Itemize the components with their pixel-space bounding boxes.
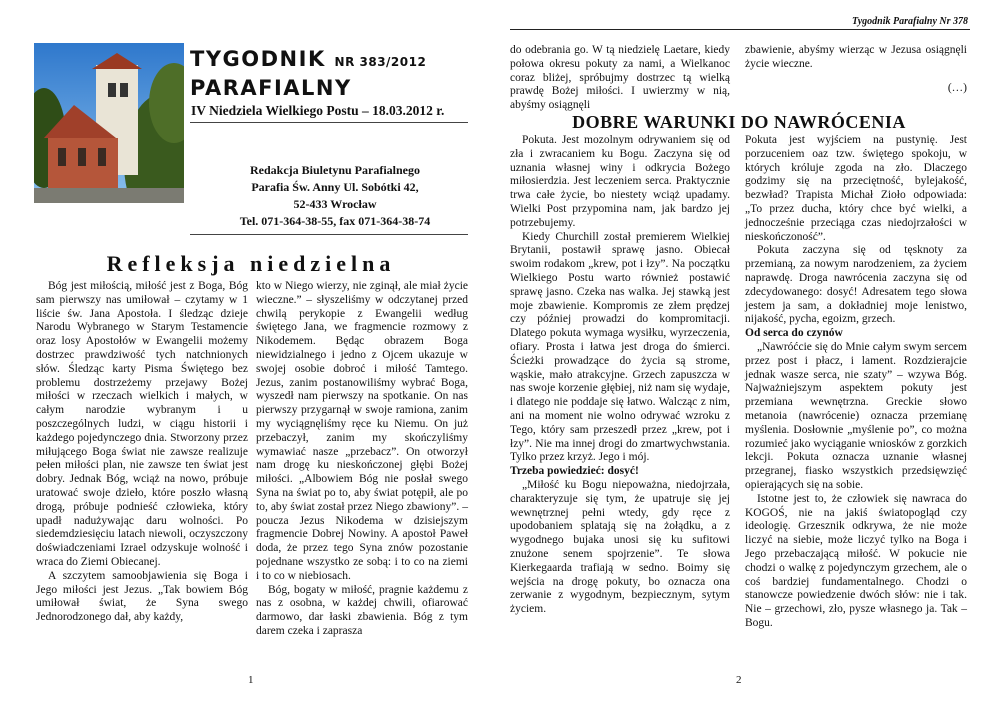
- title-line-2: PARAFIALNY: [190, 76, 352, 100]
- paragraph: Pokuta zaczyna się od tęsknoty za przemianą, za nowym narodzeniem, za życiem naprawdę. Droga nawrócenia zaczyna się od zdecydowanego: dosyć! Adresatem tego słowa jestem ja sam, a dokładniej moje lenistwo, nijakość, pycha, egoizm, grzech.: [745, 244, 967, 326]
- address-rule: [190, 234, 468, 235]
- paragraph: Istotne jest to, że człowiek się nawraca do KOGOŚ, nie na jakiś światopogląd czy ideologię. Grzesznik odkrywa, że nie może liczyć na siebie, może liczyć tylko na Boga i Jego przebaczającą miłość. W pokucie nie chodzi o walkę z pojedynczym grzechem, ale o coś bardziej fundamentalnego. Chodzi o stanowcze powiedzenie dwóch słów: nie i tak. Nie – grzechowi, zło, pysze własnego ja. Tak – Bogu.: [745, 492, 967, 629]
- article-title-nawrocenie: DOBRE WARUNKI DO NAWRÓCENIA: [572, 112, 906, 132]
- subheading: Trzeba powiedzieć: dosyć!: [510, 465, 639, 478]
- refleksja-column-1: [36, 280, 248, 625]
- ellipsis: (…): [947, 81, 967, 94]
- paragraph: Bóg, bogaty w miłość, pragnie każdemu z nas z osobna, w każdej chwili, ofiarować darmowo, dar łaski zbawienia. Bóg z tym darem czeka i zaprasza: [256, 583, 468, 637]
- subheading: Od serca do czynów: [745, 327, 843, 340]
- nawrocenie-column-2: [745, 134, 967, 631]
- paragraph: kto w Niego wierzy, nie zginął, ale miał życie wieczne.” – słyszeliśmy w odczytanej przed chwilą perykopie z Ewangelii według świętego Jana, we fragmencie rozmowy z Nikodemem. Będąc obrazem Boga niewidzialnego i jedno z Ojcem ukazuje w swojej osobie dobroć i miłość Tamtego. Jezus, zanim postanowiliśmy wybrać Boga, wyszedł nam pierwszy na spotkanie. On nas pierwszy przygarnął w swoje ramiona, zanim my wyciągnęliśmy ręce ku Niemu. On już przebaczył, zanim my skończyliśmy wymawiać nasze „przebacz”. On otworzył nam drogę ku nieskończonej głębi Bożej miłości. „Albowiem Bóg nie posłał swego Syna na świat po to, aby świat potępił, ale po to, aby świat został przez Niego zbawiony”. – poucza Jezus Nikodema w dzisiejszym fragmencie Dobrej Nowiny. A apostoł Paweł doda, że przez tego Syna znów pozostanie pojednane wszystko ze sobą: i to co na ziemi i to co w niebiosach.: [256, 280, 468, 582]
- address-line: Redakcja Biuletynu Parafialnego: [250, 163, 420, 177]
- issue-number: NR 383/2012: [334, 55, 427, 69]
- refleksja-continuation-2: [745, 44, 967, 95]
- paragraph: do odebrania go. W tą niedzielę Laetare, kiedy połowa okresu pokuty za nami, a Wielkanoc coraz bliżej, spróbujmy dostrzec tą wielką prawdę Bożej miłości. I uwierzmy w nią, abyśmy osiągnęli: [510, 44, 730, 112]
- editorial-address: [205, 162, 465, 230]
- address-line: Parafia Św. Anny Ul. Sobótki 42,: [251, 180, 419, 194]
- church-illustration: [34, 43, 184, 203]
- paragraph: Pokuta jest wyjściem na pustynię. Jest porzuceniem oaz tzw. świętego spokoju, w których króluje zgoda na zło. Dlaczego godzimy się na przeciętność, bylejakość, bezwład? Trapista Michał Zioło odpowiada: „To przez ducha, który chce być wielki, a jednocześnie przeciąga czas niedojrzałości w nieskończoność”.: [745, 134, 967, 243]
- paragraph: Bóg jest miłością, miłość jest z Boga, Bóg sam pierwszy nas umiłował – czytamy w 1 liście św. Jana Apostoła. I śledząc dzieje Narodu Wybranego w Starym Testamencie oraz losy Apostołów w Ewangelii możemy dostrzec prawdziwość tych natchnionych słów. Śledząc karty Pisma Świętego bez problemu dostrzeżemy przejawy Bożej miłości w rzeczach wielkich i małych, w całym narodzie wybranym i u poszczególnych ludzi, w ciągu historii i każdego pojedynczego dnia. Stworzony przez miłującego Boga świat nie zawsze realizuje pełen miłości plan, nie zawsze ten świat jest dobry. Jednak Bóg, wciąż na nowo, próbuje uratować swoje dzieło, które poszło własną drogą, próbuje podnieść człowieka, który upadł nadużywając daru wolności. Po siedemdziesięciu latach niewoli, oczyszczony doświadczeniami Izrael odzyskuje wolność i wraca do Ziemi Obiecanej.: [36, 280, 248, 568]
- paragraph: A szczytem samoobjawienia się Boga i Jego miłości jest Jezus. „Tak bowiem Bóg umiłował świat, że Syna swego Jednorodzonego dał, aby każdy,: [36, 569, 248, 624]
- article-title-refleksja: Refleksja niedzielna: [106, 251, 396, 276]
- title-line-1: TYGODNIK: [190, 47, 326, 71]
- nawrocenie-column-1: [510, 134, 730, 617]
- header-rule: [510, 29, 970, 30]
- paragraph: „Nawróćcie się do Mnie całym swym sercem przez post i płacz, i lament. Rozdzierajcie jednak wasze serca, nie szaty” – wzywa Bóg. Najważniejszym aspektem pokuty jest przemiana wewnętrzna. Greckie słowo metanoia (nawrócenie) oznacza przemianę myślenia. Dosłownie „myślenie po”, co można rozumieć jako wyciąganie wniosków z gorzkich lekcji. Pokuta oznacza uznanie własnej przegranej, fiasko wszystkich przedsięwzięć opierających się na sobie.: [745, 340, 967, 491]
- paragraph: Kiedy Churchill został premierem Wielkiej Brytanii, postawił sprawę jasno. Obiecał swoim rodakom „krew, pot i łzy”. Na początku Wielkiego Postu warto również postawić sprawę jasno. Czeka nas walka. Jej stawką jest moje zbawienie. Kompromis ze złem prędzej czy później prowadzi do kompromitacji. Dlatego pokuta wymaga wysiłku, wyrzeczenia, ofiary. Prosta i łatwa jest droga do śmierci. Ścieżki prowadzące do życia są strome, wąskie, mało atrakcyjne. Grzech zapuszcza w nas swoje korzenie głębiej, niż nam się wydaje, i dlatego nie poddaje się łatwo. Walcząc z nim, ani na moment nie wolno odrywać wzroku z Tego, który sam przeszedł przez „krew, pot i łzy”. Nie ma innej drogi do zmartwychwstania. Tylko przez krzyż. Jego i mój.: [510, 230, 730, 464]
- masthead-rule: [190, 122, 468, 123]
- paragraph: „Miłość ku Bogu niepoważna, niedojrzała, charakteryzuje się tym, że upatruje się jej wewnętrznej pełni wtedy, gdy ręce z upodobaniem splatają się na żołądku, a z wygodnego bujaka unosi się ku sufitowi znużone senem spojrzenie”. Te słowa Kierkegaarda trafiają w sedno. Boimy się wejścia na drogę pokuty, bo oznacza ona zerwanie z wygodnym, bezpiecznym, sytym życiem.: [510, 478, 730, 616]
- paragraph: Pokuta. Jest mozolnym odrywaniem się od zła i zwracaniem ku Bogu. Zaczyna się od uznania własnej winy i odkrycia Bożego miłosierdzia. Jest leczeniem serca. Praktycznie trwa całe życie, bo niestety wciąż upadamy. Wielki Post przypomina nam, jak bardzo jej potrzebujemy.: [510, 134, 730, 229]
- paragraph: zbawienie, abyśmy wierząc w Jezusa osiągnęli życie wieczne.: [745, 44, 967, 70]
- running-head: Tygodnik Parafialny Nr 378: [851, 16, 968, 27]
- masthead-title: [190, 46, 426, 101]
- church-photo: [34, 43, 184, 203]
- address-line: Tel. 071-364-38-55, fax 071-364-38-74: [239, 214, 431, 228]
- page-number-right: 2: [736, 674, 742, 686]
- refleksja-continuation-1: [510, 44, 730, 113]
- masthead-subtitle: IV Niedziela Wielkiego Postu – 18.03.2012 r.: [191, 103, 445, 118]
- address-line: 52-433 Wrocław: [293, 197, 377, 211]
- refleksja-column-2: [256, 280, 468, 639]
- page-number-left: 1: [248, 674, 254, 686]
